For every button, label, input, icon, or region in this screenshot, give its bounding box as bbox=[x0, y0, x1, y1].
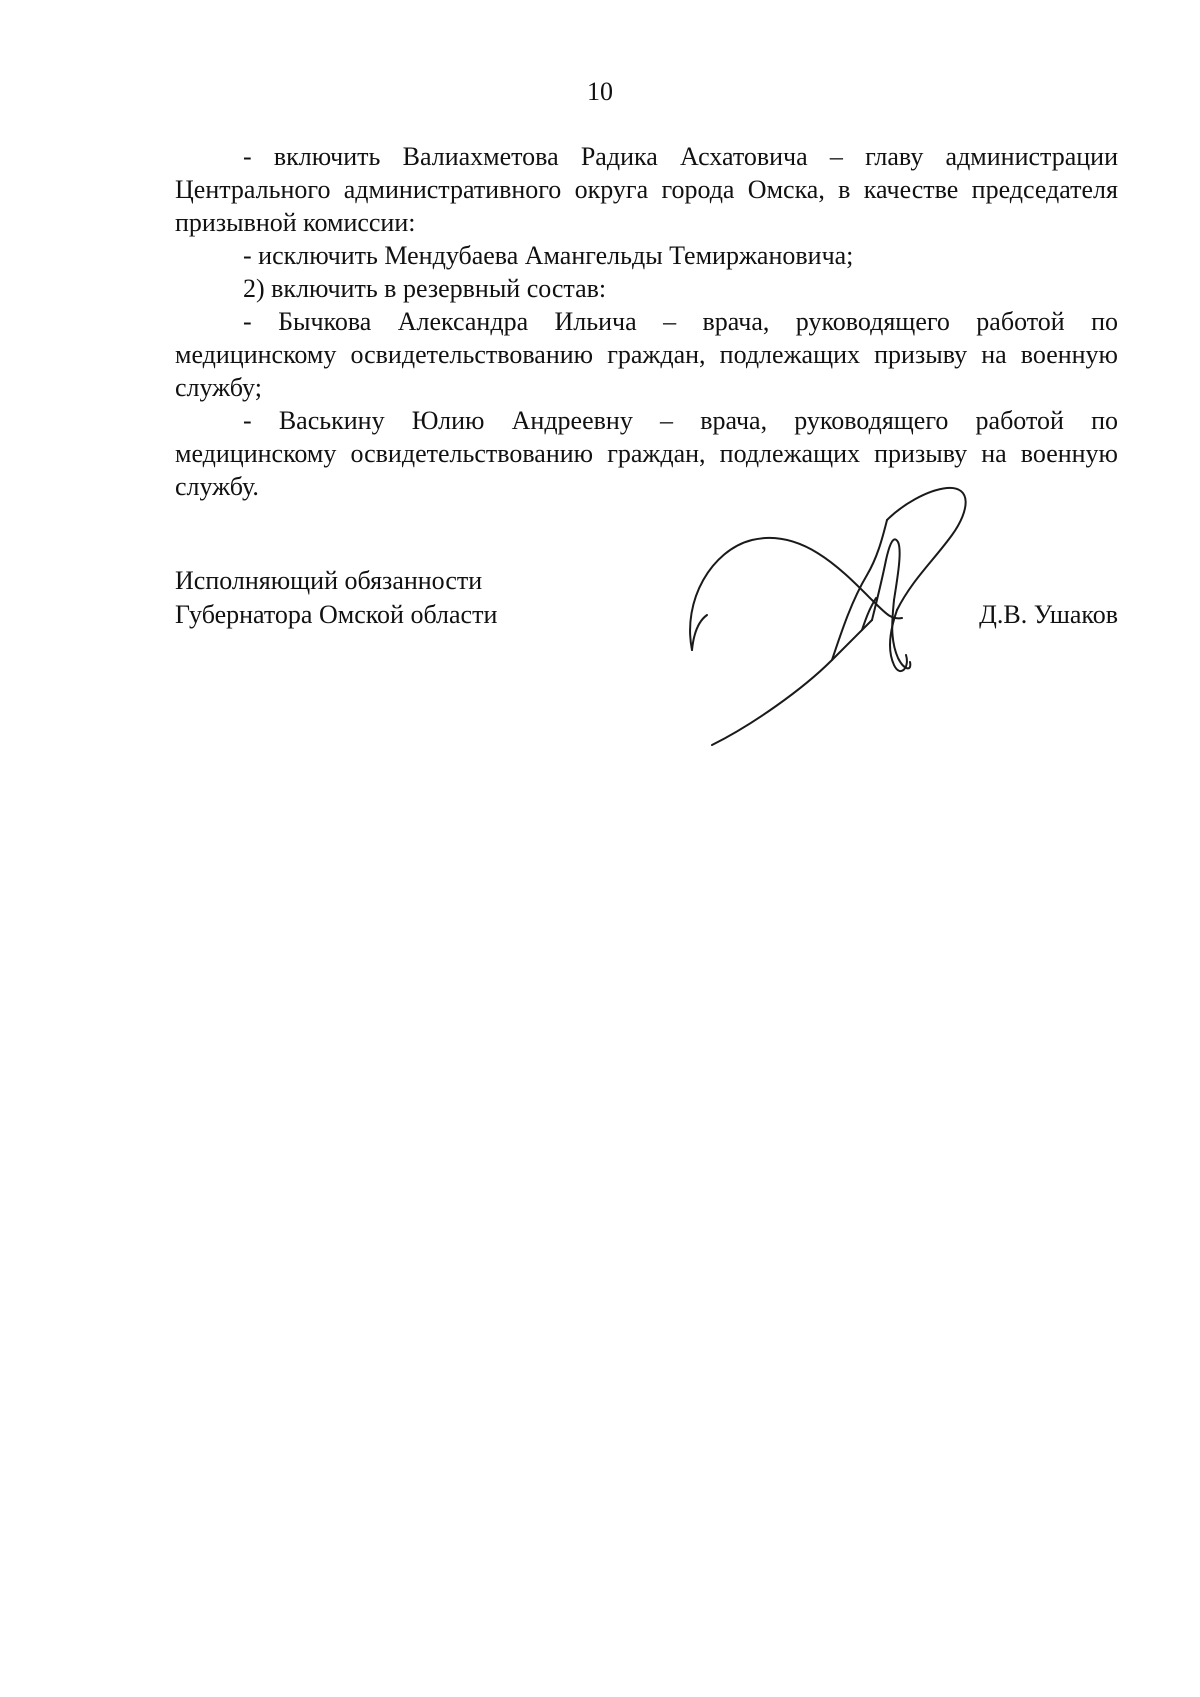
signatory-title-line-1: Исполняющий обязанности bbox=[175, 566, 483, 595]
signatory-title-line-2: Губернатора Омской области bbox=[175, 600, 498, 629]
document-body bbox=[175, 140, 1118, 503]
paragraph-exclude-member: - исключить Мендубаева Амангельды Темиржановича; bbox=[243, 241, 854, 270]
page-number: 10 bbox=[587, 77, 613, 106]
paragraph-include-chairman: - включить Валиахметова Радика Асхатовича – главу администрации Центрального административного округа города Омска, в качестве председателя призывной комиссии: bbox=[175, 142, 1118, 237]
paragraph-reserve-heading: 2) включить в резервный состав: bbox=[243, 274, 607, 303]
paragraph-reserve-member-2: - Васькину Юлию Андреевну – врача, руководящего работой по медицинскому освидетельствованию граждан, подлежащих призыву на военную службу. bbox=[175, 406, 1118, 501]
signatory-name: Д.В. Ушаков bbox=[979, 600, 1118, 629]
handwritten-signature bbox=[672, 480, 1012, 760]
signatory-title bbox=[175, 564, 497, 632]
paragraph-reserve-member-1: - Бычкова Александра Ильича – врача, руководящего работой по медицинскому освидетельствованию граждан, подлежащих призыву на военную службу; bbox=[175, 307, 1118, 402]
